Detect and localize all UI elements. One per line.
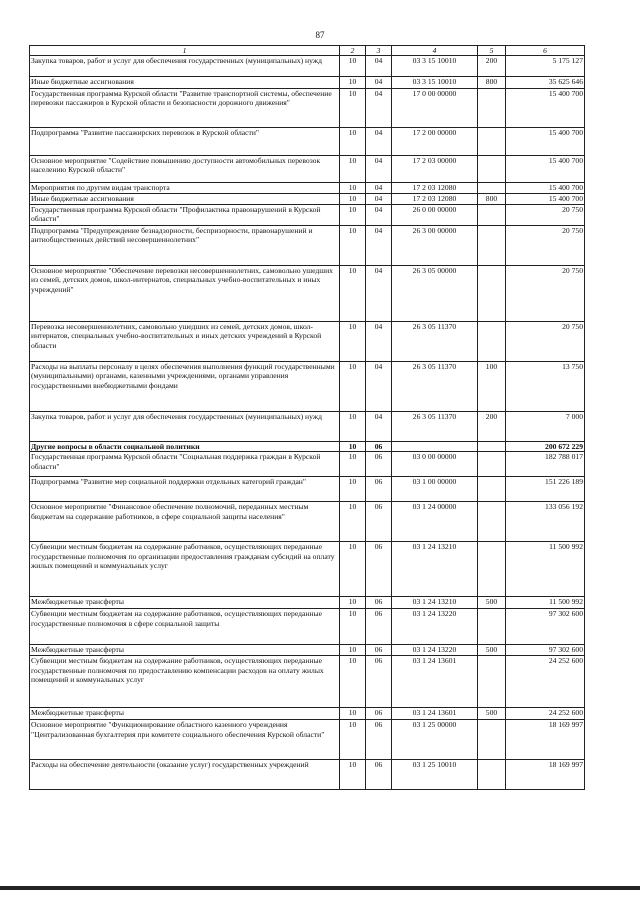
cell-subsection: 04 xyxy=(366,56,392,77)
cell-target-article: 17 2 03 12080 xyxy=(392,183,478,194)
table-row xyxy=(30,128,585,156)
header-cell-6: 6 xyxy=(506,46,585,56)
cell-name: Иные бюджетные ассигнования xyxy=(30,77,340,89)
cell-name: Межбюджетные трансферты xyxy=(30,597,340,609)
table-row xyxy=(30,56,585,77)
cell-subsection: 04 xyxy=(366,362,392,412)
cell-subsection: 06 xyxy=(366,597,392,609)
cell-subsection: 04 xyxy=(366,205,392,226)
table-row xyxy=(30,205,585,226)
cell-target-article: 03 1 24 13601 xyxy=(392,708,478,720)
cell-section: 10 xyxy=(340,477,366,502)
cell-amount: 11 500 992 xyxy=(506,597,585,609)
cell-section: 10 xyxy=(340,609,366,645)
cell-expense-type xyxy=(478,442,506,452)
cell-name: Государственная программа Курской области "Профилактика правонарушений в Курской области" xyxy=(30,205,340,226)
cell-section: 10 xyxy=(340,183,366,194)
header-cell-3: 3 xyxy=(366,46,392,56)
cell-expense-type: 200 xyxy=(478,412,506,442)
cell-amount: 151 226 189 xyxy=(506,477,585,502)
table-row xyxy=(30,477,585,502)
cell-amount: 11 500 992 xyxy=(506,542,585,597)
cell-section: 10 xyxy=(340,412,366,442)
table-row xyxy=(30,226,585,266)
cell-name: Подпрограмма "Предупреждение безнадзорности, беспризорности, правонарушений и антиобщественных действий несовершеннолетних" xyxy=(30,226,340,266)
cell-target-article: 03 1 24 00000 xyxy=(392,502,478,542)
cell-target-article: 26 3 05 11370 xyxy=(392,412,478,442)
cell-amount: 182 788 017 xyxy=(506,452,585,477)
cell-target-article: 17 2 03 12080 xyxy=(392,194,478,205)
cell-target-article: 03 0 00 00000 xyxy=(392,452,478,477)
budget-table xyxy=(29,45,585,790)
cell-expense-type: 200 xyxy=(478,56,506,77)
header-cell-2: 2 xyxy=(340,46,366,56)
table-row xyxy=(30,183,585,194)
cell-name: Мероприятия по другим видам транспорта xyxy=(30,183,340,194)
cell-expense-type xyxy=(478,322,506,362)
cell-expense-type xyxy=(478,128,506,156)
cell-name: Другие вопросы в области социальной политики xyxy=(30,442,340,452)
cell-amount: 133 056 192 xyxy=(506,502,585,542)
cell-amount: 20 750 xyxy=(506,322,585,362)
bottom-rule xyxy=(0,886,640,890)
cell-target-article: 03 1 24 13601 xyxy=(392,656,478,708)
cell-amount: 15 400 700 xyxy=(506,156,585,183)
cell-amount: 24 252 600 xyxy=(506,656,585,708)
cell-expense-type xyxy=(478,205,506,226)
cell-expense-type: 800 xyxy=(478,194,506,205)
cell-subsection: 06 xyxy=(366,542,392,597)
table-row xyxy=(30,77,585,89)
cell-subsection: 04 xyxy=(366,183,392,194)
cell-section: 10 xyxy=(340,362,366,412)
cell-amount: 15 400 700 xyxy=(506,128,585,156)
cell-subsection: 06 xyxy=(366,609,392,645)
cell-expense-type xyxy=(478,266,506,322)
cell-target-article: 26 3 00 00000 xyxy=(392,226,478,266)
cell-name: Расходы на обеспечение деятельности (оказание услуг) государственных учреждений xyxy=(30,760,340,790)
cell-section: 10 xyxy=(340,156,366,183)
cell-section: 10 xyxy=(340,656,366,708)
cell-section: 10 xyxy=(340,226,366,266)
cell-amount: 18 169 997 xyxy=(506,760,585,790)
table-row xyxy=(30,656,585,708)
cell-section: 10 xyxy=(340,645,366,656)
cell-target-article: 03 1 25 10010 xyxy=(392,760,478,790)
table-row xyxy=(30,89,585,128)
header-cell-4: 4 xyxy=(392,46,478,56)
cell-subsection: 04 xyxy=(366,322,392,362)
cell-amount: 97 302 600 xyxy=(506,609,585,645)
table-row xyxy=(30,156,585,183)
cell-subsection: 04 xyxy=(366,226,392,266)
cell-name: Межбюджетные трансферты xyxy=(30,708,340,720)
header-cell-1: 1 xyxy=(30,46,340,56)
cell-section: 10 xyxy=(340,708,366,720)
cell-target-article: 03 1 24 13220 xyxy=(392,609,478,645)
cell-name: Расходы на выплаты персоналу в целях обеспечения выполнения функций государственными (муниципальными) органами, казенными учреждениями, органами управления государственными внебюджетными фондами xyxy=(30,362,340,412)
header-row xyxy=(30,46,585,56)
cell-section: 10 xyxy=(340,89,366,128)
cell-expense-type xyxy=(478,502,506,542)
table-row xyxy=(30,442,585,452)
cell-expense-type: 500 xyxy=(478,597,506,609)
cell-target-article: 26 3 05 00000 xyxy=(392,266,478,322)
cell-name: Закупка товаров, работ и услуг для обеспечения государственных (муниципальных) нужд xyxy=(30,412,340,442)
table-row xyxy=(30,266,585,322)
cell-expense-type xyxy=(478,542,506,597)
cell-amount: 5 175 127 xyxy=(506,56,585,77)
cell-subsection: 04 xyxy=(366,412,392,442)
table-row xyxy=(30,322,585,362)
cell-expense-type xyxy=(478,226,506,266)
cell-name: Основное мероприятие "Обеспечение перевозки несовершеннолетних, самовольно ушедших из семей, детских домов, школ-интернатов, специальных учебно-воспитательных и иных учреждений" xyxy=(30,266,340,322)
cell-name: Субвенции местным бюджетам на содержание работников, осуществляющих переданные государственные полномочия по предоставлению компенсации расходов на оплату жилых помещений и коммунальных услуг xyxy=(30,656,340,708)
cell-subsection: 04 xyxy=(366,266,392,322)
cell-expense-type xyxy=(478,720,506,760)
cell-name: Иные бюджетные ассигнования xyxy=(30,194,340,205)
cell-section: 10 xyxy=(340,266,366,322)
cell-target-article: 17 2 03 00000 xyxy=(392,156,478,183)
cell-name: Субвенции местным бюджетам на содержание работников, осуществляющих переданные государственные полномочия по организации предоставления гражданам субсидий на оплату жилых помещений и коммунальных услуг xyxy=(30,542,340,597)
cell-amount: 13 750 xyxy=(506,362,585,412)
cell-subsection: 06 xyxy=(366,720,392,760)
cell-target-article: 03 1 25 00000 xyxy=(392,720,478,760)
cell-subsection: 04 xyxy=(366,194,392,205)
cell-expense-type: 100 xyxy=(478,362,506,412)
table-row xyxy=(30,362,585,412)
header-cell-5: 5 xyxy=(478,46,506,56)
cell-target-article: 03 1 24 13210 xyxy=(392,597,478,609)
cell-amount: 200 672 229 xyxy=(506,442,585,452)
cell-target-article: 03 3 15 10010 xyxy=(392,56,478,77)
cell-section: 10 xyxy=(340,194,366,205)
cell-target-article: 26 3 05 11370 xyxy=(392,362,478,412)
cell-name: Подпрограмма "Развитие пассажирских перевозок в Курской области" xyxy=(30,128,340,156)
cell-name: Основное мероприятие "Содействие повышению доступности автомобильных перевозок населению Курской области" xyxy=(30,156,340,183)
cell-name: Субвенции местным бюджетам на содержание работников, осуществляющих переданные государственные полномочия в сфере социальной защиты xyxy=(30,609,340,645)
cell-expense-type xyxy=(478,656,506,708)
cell-subsection: 04 xyxy=(366,156,392,183)
table-row xyxy=(30,708,585,720)
cell-expense-type xyxy=(478,760,506,790)
cell-section: 10 xyxy=(340,452,366,477)
cell-expense-type xyxy=(478,183,506,194)
cell-amount: 20 750 xyxy=(506,205,585,226)
table-row xyxy=(30,645,585,656)
table-row xyxy=(30,609,585,645)
table-row xyxy=(30,502,585,542)
cell-amount: 15 400 700 xyxy=(506,183,585,194)
cell-section: 10 xyxy=(340,597,366,609)
cell-amount: 18 169 997 xyxy=(506,720,585,760)
table-row xyxy=(30,760,585,790)
cell-subsection: 06 xyxy=(366,477,392,502)
cell-name: Основное мероприятие "Финансовое обеспечение полномочий, переданных местным бюджетам на содержание работников, в сфере социальной защиты населения" xyxy=(30,502,340,542)
cell-amount: 15 400 700 xyxy=(506,194,585,205)
cell-section: 10 xyxy=(340,322,366,362)
cell-name: Межбюджетные трансферты xyxy=(30,645,340,656)
cell-section: 10 xyxy=(340,542,366,597)
cell-amount: 20 750 xyxy=(506,266,585,322)
cell-expense-type xyxy=(478,89,506,128)
table-row xyxy=(30,452,585,477)
cell-expense-type: 500 xyxy=(478,645,506,656)
cell-target-article xyxy=(392,442,478,452)
table-row xyxy=(30,720,585,760)
cell-section: 10 xyxy=(340,56,366,77)
cell-section: 10 xyxy=(340,760,366,790)
cell-expense-type xyxy=(478,477,506,502)
page-number: 87 xyxy=(315,30,325,40)
cell-subsection: 04 xyxy=(366,77,392,89)
cell-name: Закупка товаров, работ и услуг для обеспечения государственных (муниципальных) нужд xyxy=(30,56,340,77)
table-row xyxy=(30,412,585,442)
cell-name: Государственная программа Курской области "Социальная поддержка граждан в Курской области" xyxy=(30,452,340,477)
cell-subsection: 06 xyxy=(366,760,392,790)
cell-section: 10 xyxy=(340,720,366,760)
cell-amount: 24 252 600 xyxy=(506,708,585,720)
cell-section: 10 xyxy=(340,442,366,452)
cell-amount: 15 400 700 xyxy=(506,89,585,128)
cell-expense-type: 800 xyxy=(478,77,506,89)
cell-amount: 7 000 xyxy=(506,412,585,442)
cell-subsection: 04 xyxy=(366,89,392,128)
cell-target-article: 17 0 00 00000 xyxy=(392,89,478,128)
cell-target-article: 03 3 15 10010 xyxy=(392,77,478,89)
cell-name: Государственная программа Курской области "Развитие транспортной системы, обеспечение перевозки пассажиров в Курской области и безопасности дорожного движения" xyxy=(30,89,340,128)
table-row xyxy=(30,597,585,609)
cell-subsection: 04 xyxy=(366,128,392,156)
cell-expense-type xyxy=(478,156,506,183)
table-row xyxy=(30,194,585,205)
cell-expense-type xyxy=(478,609,506,645)
cell-subsection: 06 xyxy=(366,502,392,542)
cell-target-article: 03 1 24 13210 xyxy=(392,542,478,597)
cell-target-article: 03 1 00 00000 xyxy=(392,477,478,502)
cell-amount: 97 302 600 xyxy=(506,645,585,656)
cell-amount: 20 750 xyxy=(506,226,585,266)
cell-amount: 35 625 646 xyxy=(506,77,585,89)
cell-expense-type: 500 xyxy=(478,708,506,720)
cell-subsection: 06 xyxy=(366,708,392,720)
cell-subsection: 06 xyxy=(366,656,392,708)
cell-subsection: 06 xyxy=(366,442,392,452)
cell-expense-type xyxy=(478,452,506,477)
cell-name: Перевозка несовершеннолетних, самовольно ушедших из семей, детских домов, школ-интернатов, специальных учебно-воспитательных и иных детских учреждений в Курской области xyxy=(30,322,340,362)
cell-section: 10 xyxy=(340,128,366,156)
cell-target-article: 17 2 00 00000 xyxy=(392,128,478,156)
cell-subsection: 06 xyxy=(366,645,392,656)
cell-section: 10 xyxy=(340,502,366,542)
table-row xyxy=(30,542,585,597)
cell-target-article: 26 3 05 11370 xyxy=(392,322,478,362)
cell-section: 10 xyxy=(340,77,366,89)
cell-name: Подпрограмма "Развитие мер социальной поддержки отдельных категорий граждан" xyxy=(30,477,340,502)
cell-subsection: 06 xyxy=(366,452,392,477)
cell-name: Основное мероприятие "Функционирование областного казенного учреждения "Централизованная бухгалтерия при комитете социального обеспечения Курской области" xyxy=(30,720,340,760)
cell-target-article: 03 1 24 13220 xyxy=(392,645,478,656)
cell-section: 10 xyxy=(340,205,366,226)
cell-target-article: 26 0 00 00000 xyxy=(392,205,478,226)
